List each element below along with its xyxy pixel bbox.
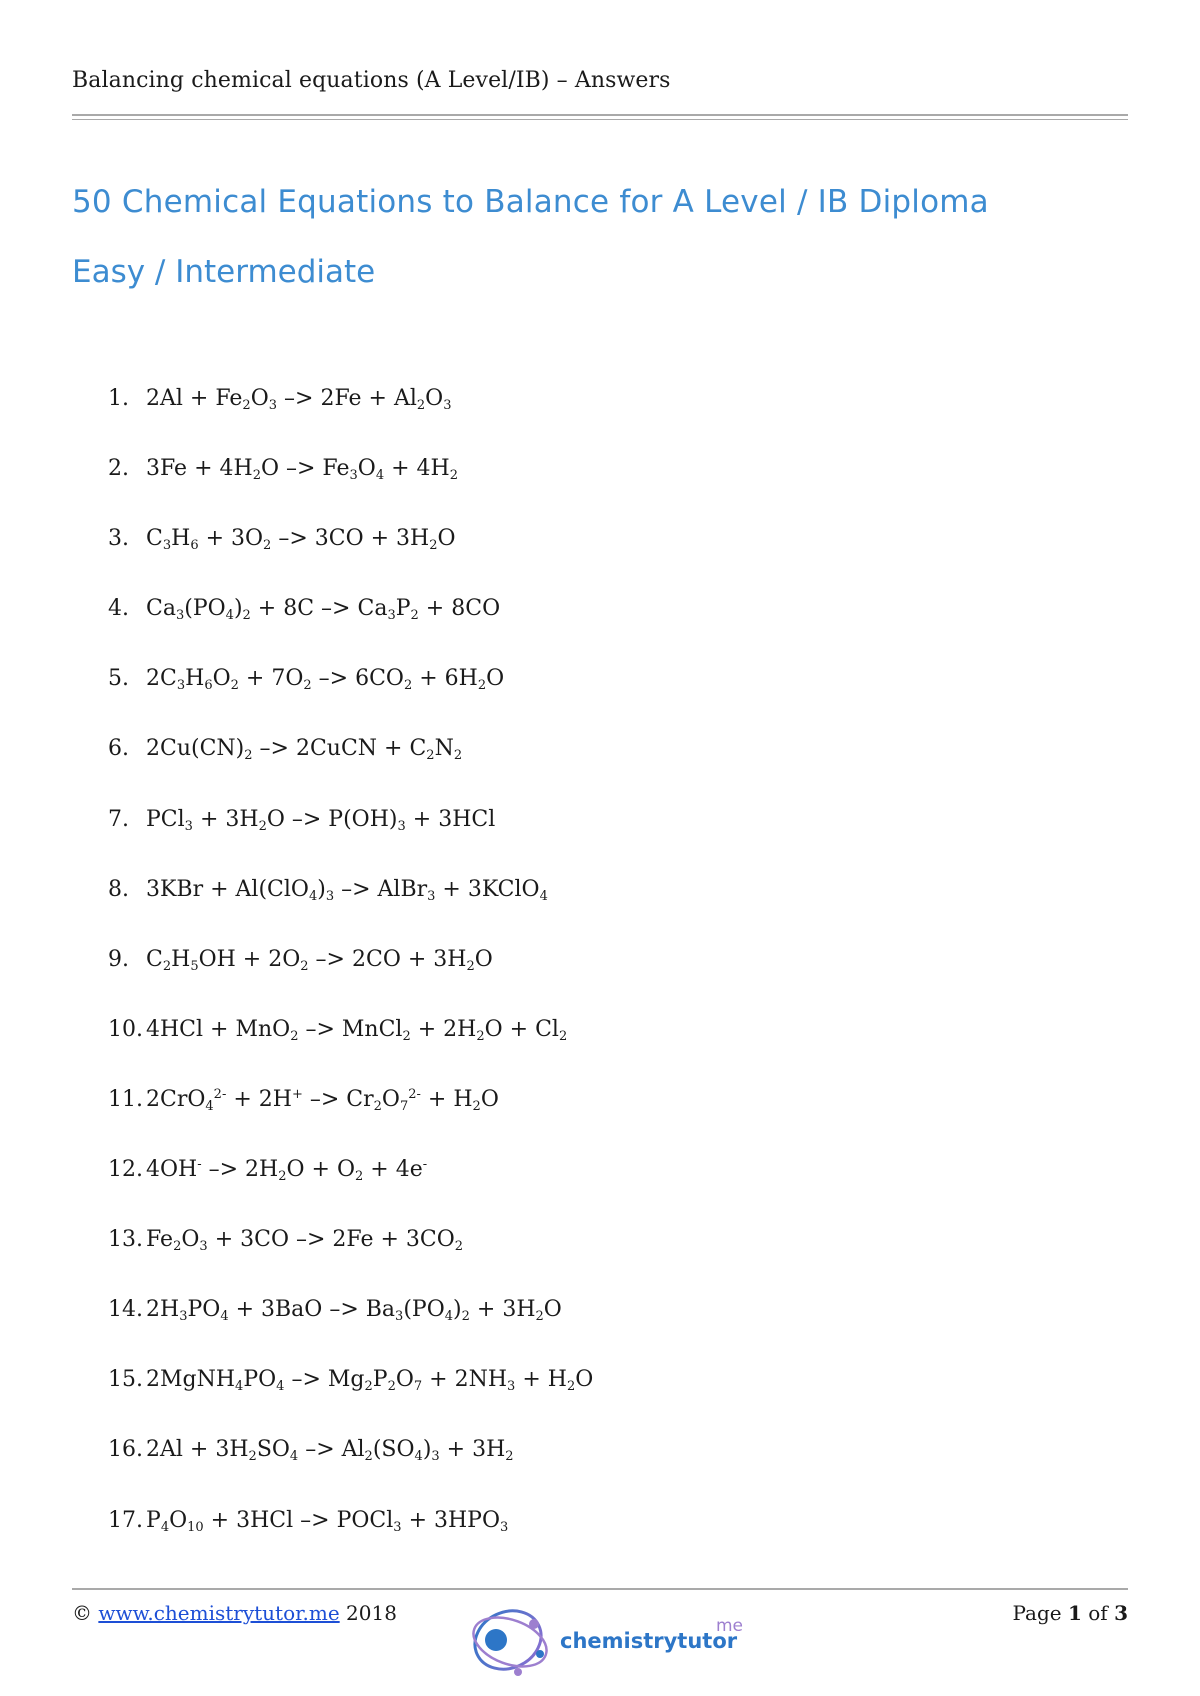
equation-item xyxy=(108,1297,593,1367)
equation-number: 1. xyxy=(108,386,129,411)
equation-number: 2. xyxy=(108,456,129,482)
equation-list xyxy=(108,386,593,1578)
equation-text: $2Cu(CN)_2$ –> 2CuCN + $C_2N_2$ xyxy=(146,736,463,764)
equation-text: $Ca_3(PO_4)_2 + 8C -> Ca_3P_2 + 8CO$ xyxy=(146,596,501,624)
equation-text: $C_2H_5OH + 2O_2 -> 2CO + 3H_2O$ xyxy=(146,946,493,974)
equation-text: $4OH^- -> 2H_2O + O_2 + 4e^-$ xyxy=(146,1157,428,1185)
equation-item xyxy=(108,526,593,596)
header-divider xyxy=(72,114,1128,120)
equation-item xyxy=(108,877,593,947)
equation-text: $2MgNH_4PO_4 -> Mg_2P_2O_7 + 2NH_3 + H_2O$ xyxy=(146,1367,594,1395)
equation-item xyxy=(108,666,593,736)
equation-item xyxy=(108,1087,593,1157)
equation-item xyxy=(108,456,593,526)
equation-number: 12. xyxy=(108,1157,143,1183)
logo-wordmark: chemistrytutor xyxy=(560,1629,738,1653)
equation-text: $P_4O_{10} + 3HCl$ –> POCl$_3$ + $3HPO_3$ xyxy=(146,1507,509,1535)
equation-text: 4HCl + MnO$_2$ –> MnCl$_2$ + $2H_2O + Cl_2$ xyxy=(146,1016,568,1044)
equation-number: 11. xyxy=(108,1086,143,1112)
equation-number: 10. xyxy=(108,1016,143,1042)
footer-divider xyxy=(72,1588,1128,1590)
equation-text: $Fe_2O_3 + 3CO -> 2Fe + 3CO_2$ xyxy=(146,1227,464,1255)
equation-text: $2H_3PO_4 + 3BaO -> Ba_3(PO_4)_2 + 3H_2O$ xyxy=(146,1297,562,1325)
page-title: 50 Chemical Equations to Balance for A Level / IB Diploma xyxy=(72,184,989,220)
equation-number: 3. xyxy=(108,526,129,552)
equation-text: $2Al + 3H_2SO_4 -> Al_2(SO_4)_3 + 3H_2$ xyxy=(146,1437,514,1465)
equation-item xyxy=(108,1157,593,1227)
section-subtitle: Easy / Intermediate xyxy=(72,254,376,290)
running-header: Balancing chemical equations (A Level/IB) – Answers xyxy=(72,68,671,93)
equation-item xyxy=(108,596,593,666)
equation-item xyxy=(108,386,593,456)
page-indicator xyxy=(1013,1601,1129,1625)
equation-item xyxy=(108,1508,593,1578)
equation-number: 16. xyxy=(108,1437,143,1463)
equation-item xyxy=(108,1437,593,1507)
equation-text: $3Fe + 4H_2O -> Fe_3O_4 + 4H_2$ xyxy=(146,456,459,484)
copyright-year: 2018 xyxy=(346,1601,397,1625)
equation-item xyxy=(108,736,593,806)
footer-copyright xyxy=(72,1601,397,1625)
equation-text: $2Al + Fe_2O_3 -> 2Fe + Al_2O_3$ xyxy=(146,386,452,413)
page-total: 3 xyxy=(1114,1601,1128,1625)
equation-text: $PCl_3 + 3H_2O -> P(OH)_3 + 3HCl$ xyxy=(146,806,496,834)
equation-number: 13. xyxy=(108,1227,143,1253)
equation-number: 17. xyxy=(108,1507,143,1533)
website-link[interactable]: www.chemistrytutor.me xyxy=(98,1601,340,1625)
equation-number: 4. xyxy=(108,596,129,622)
equation-item xyxy=(108,1017,593,1087)
page-current: 1 xyxy=(1067,1601,1082,1625)
equation-text: $C_3H_6 + 3O_2 -> 3CO + 3H_2O$ xyxy=(146,526,456,554)
logo-wordmark-suffix: me xyxy=(716,1616,744,1636)
equation-number: 15. xyxy=(108,1367,143,1393)
equation-number: 6. xyxy=(108,736,129,762)
equation-text: $2CrO_4^{2-} + 2H^+ -> Cr_2O_7^{2-} + H_2O$ xyxy=(146,1086,499,1114)
equation-text: $3KBr + Al(ClO_4)_3$ –> AlBr$_3$ + 3KClO$_4$ xyxy=(146,876,548,904)
equation-item xyxy=(108,1227,593,1297)
equation-text: $2C_3H_6O_2 + 7O_2 -> 6CO_2 + 6H_2O$ xyxy=(146,666,505,694)
equation-number: 7. xyxy=(108,806,129,832)
page-of: of xyxy=(1088,1601,1108,1625)
equation-item xyxy=(108,807,593,877)
equation-item xyxy=(108,1367,593,1437)
copyright-symbol: © xyxy=(72,1601,92,1625)
equation-number: 14. xyxy=(108,1297,143,1323)
page-label: Page xyxy=(1012,1601,1062,1625)
equation-number: 5. xyxy=(108,666,129,692)
equation-number: 9. xyxy=(108,946,129,972)
equation-item xyxy=(108,947,593,1017)
equation-number: 8. xyxy=(108,876,129,902)
